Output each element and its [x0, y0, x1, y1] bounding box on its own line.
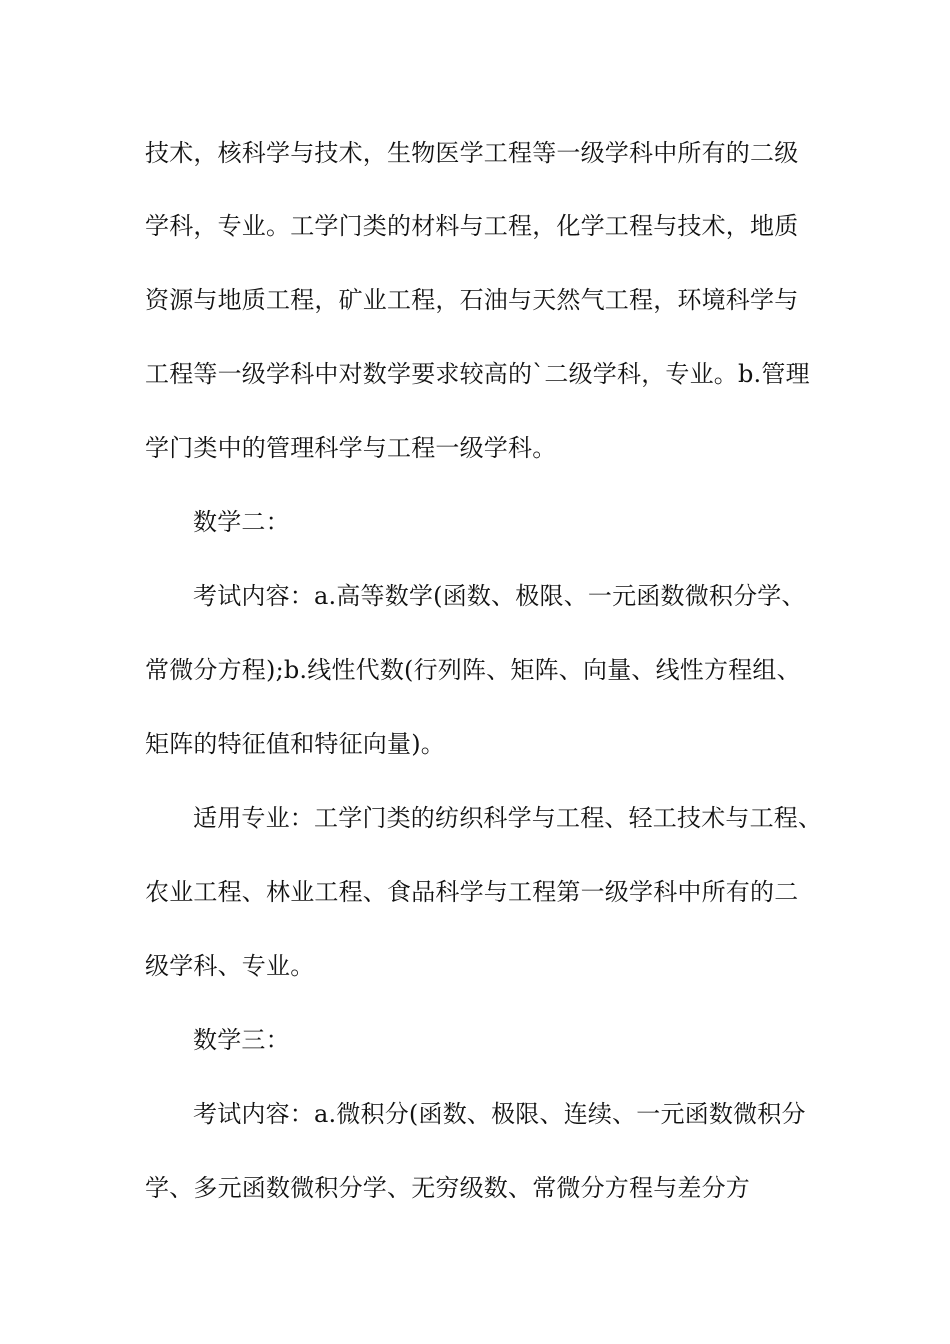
paragraph-line: 学科，专业。工学门类的材料与工程，化学工程与技术，地质	[145, 212, 799, 240]
exam-content-line: 考试内容：a.微积分(函数、极限、连续、一元函数微积分	[193, 1100, 806, 1128]
paragraph-line: 学门类中的管理科学与工程一级学科。	[145, 434, 557, 462]
paragraph-line: 常微分方程);b.线性代数(行列阵、矩阵、向量、线性方程组、	[145, 656, 801, 684]
section-heading-math-3: 数学三：	[193, 1026, 290, 1054]
paragraph-line: 矩阵的特征值和特征向量)。	[145, 730, 445, 758]
paragraph-line: 工程等一级学科中对数学要求较高的`二级学科，专业。b.管理	[145, 360, 810, 388]
paragraph-line: 农业工程、林业工程、食品科学与工程第一级学科中所有的二	[145, 878, 799, 906]
paragraph-line: 资源与地质工程，矿业工程，石油与天然气工程，环境科学与	[145, 286, 799, 314]
paragraph-line: 技术，核科学与技术，生物医学工程等一级学科中所有的二级	[145, 139, 799, 167]
paragraph-line: 级学科、专业。	[145, 952, 315, 980]
paragraph-line: 学、多元函数微积分学、无穷级数、常微分方程与差分方	[145, 1174, 750, 1202]
exam-content-line: 考试内容：a.高等数学(函数、极限、一元函数微积分学、	[193, 582, 806, 610]
section-heading-math-2: 数学二：	[193, 508, 290, 536]
applicable-majors-line: 适用专业：工学门类的纺织科学与工程、轻工技术与工程、	[193, 804, 823, 832]
